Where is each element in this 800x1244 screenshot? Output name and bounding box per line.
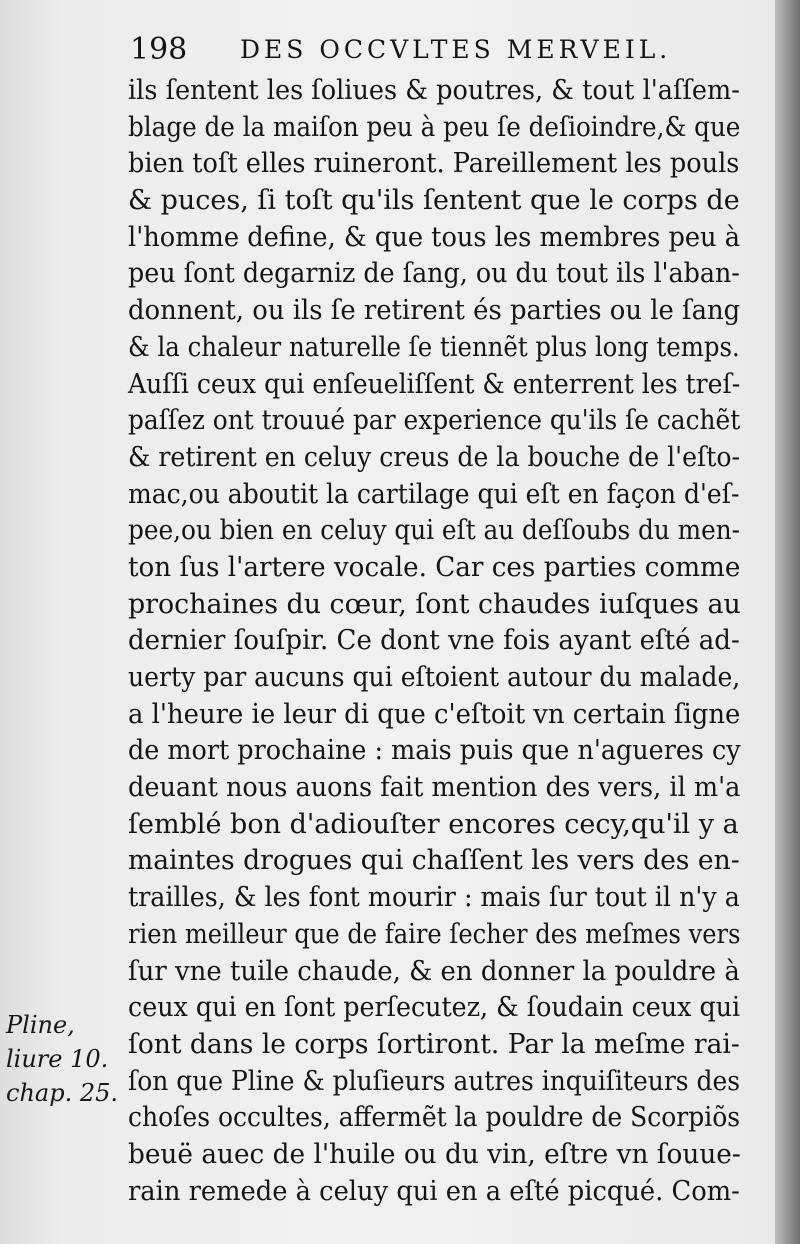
text-line: deuant nous auons fait mention des vers, il m'a bbox=[128, 772, 741, 804]
text-line: Auſſi ceux qui enſeueliſſent & enterrent les treſ- bbox=[128, 368, 741, 400]
text-line: rain remede à celuy qui en a eſté picqué. Com- bbox=[128, 1175, 740, 1207]
text-line: ſon que Pline & pluſieurs autres inquiſiteurs des bbox=[128, 1065, 741, 1097]
text-line: beuë auec de l'huile ou du vin, eſtre vn ſouue- bbox=[128, 1138, 741, 1170]
text-line: trailles, & les font mourir : mais ſur tout il n'y a bbox=[128, 882, 740, 914]
text-line: rien meilleur que de faire ſecher des meſmes vers bbox=[128, 918, 741, 950]
text-line: choſes occultes, affermẽt la pouldre de Scorpiõs bbox=[128, 1102, 741, 1134]
text-line: ton ſus l'artere vocale. Car ces parties comme bbox=[128, 551, 741, 583]
text-line: ſur vne tuile chaude, & en donner la pouldre à bbox=[128, 955, 740, 987]
margin-note-line: liure 10. bbox=[6, 1045, 109, 1073]
text-line: ils ſentent les ſoliues & poutres, & tout l'aſſem- bbox=[128, 75, 740, 106]
text-line: uerty par aucuns qui eſtoient autour du malade, bbox=[128, 662, 741, 693]
text-line: & retirent en celuy creus de la bouche de l'eſto- bbox=[128, 441, 741, 473]
text-line: ceux qui en ſont perſecutez, & ſoudain ceux qui bbox=[128, 992, 741, 1024]
text-line: blage de la maiſon peu à peu ſe deſioindre,& que bbox=[128, 111, 741, 143]
text-line: peu ſont degarniz de ſang, ou du tout ils l'aban- bbox=[128, 258, 740, 290]
page-header bbox=[130, 30, 730, 70]
page-number: 198 bbox=[130, 32, 188, 67]
text-line: mac,ou aboutit la cartilage qui eſt en façon d'eſ- bbox=[128, 478, 740, 510]
text-line: ſemblé bon d'adiouſter encores cecy,qu'il y a bbox=[128, 808, 739, 840]
text-line: de mort prochaine : mais puis que n'agueres cy bbox=[128, 735, 741, 767]
text-line: a l'heure ie leur di que c'eſtoit vn certain ſigne bbox=[128, 698, 741, 730]
margin-note-line: chap. 25. bbox=[6, 1079, 118, 1107]
text-line: maintes drogues qui chaſſent les vers des en- bbox=[128, 845, 740, 877]
text-line: prochaines du cœur, ſont chaudes iuſques au bbox=[128, 588, 741, 620]
text-line: paſſez ont trouué par experience qu'ils ſe cachẽt bbox=[128, 405, 741, 437]
body-text bbox=[128, 73, 740, 1210]
margin-note-line: Pline, bbox=[6, 1011, 75, 1039]
text-line: bien toſt elles ruineront. Pareillement les pouls bbox=[128, 148, 740, 180]
page-edge bbox=[775, 0, 800, 1244]
text-line: dernier ſouſpir. Ce dont vne fois ayant eſté ad- bbox=[128, 625, 740, 657]
running-title: DES OCCVLTES MERVEIL. bbox=[240, 35, 672, 64]
text-line: l'homme define, & que tous les membres peu à bbox=[128, 221, 741, 253]
text-line: donnent, ou ils ſe retirent és parties ou le ſang bbox=[128, 295, 741, 327]
text-line: ſont dans le corps ſortiront. Par la meſme rai- bbox=[128, 1028, 740, 1060]
text-line: pee,ou bien en celuy qui eſt au deſſoubs du men- bbox=[128, 515, 741, 547]
show-through-text bbox=[25, 700, 135, 830]
text-line: & la chaleur naturelle ſe tiennẽt plus long temps. bbox=[128, 331, 740, 363]
text-line: & puces, ſi toſt qu'ils ſentent que le corps de bbox=[128, 185, 740, 217]
margin-note bbox=[6, 1008, 121, 1110]
